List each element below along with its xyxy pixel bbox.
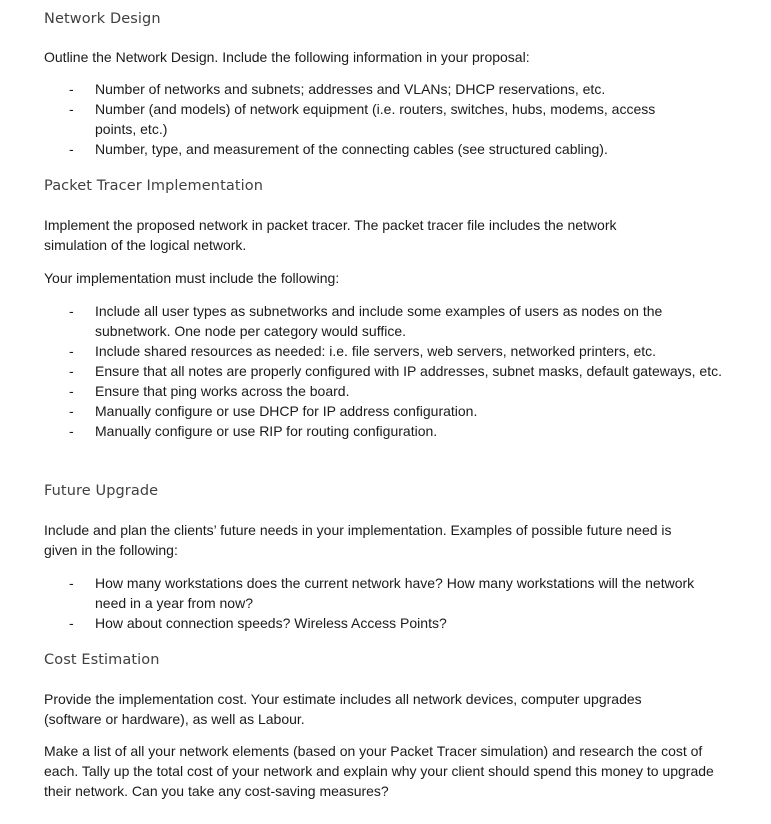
- future-upgrade-list: [44, 573, 744, 633]
- list-item: [44, 421, 744, 441]
- list-item-text: Ensure that ping works across the board.: [95, 383, 350, 399]
- bullet-dash: -: [69, 615, 74, 631]
- packet-tracer-intro: Implement the proposed network in packet tracer. The packet tracer file includes the network simulation of the logical network.: [44, 217, 617, 253]
- list-item: [44, 401, 744, 421]
- bullet-dash: -: [69, 383, 74, 399]
- network-design-list: [44, 79, 744, 159]
- list-item: [44, 613, 744, 633]
- bullet-dash: -: [69, 303, 74, 319]
- list-item-text: Number (and models) of network equipment (i.e. routers, switches, hubs, modems, access points, etc.): [95, 101, 656, 137]
- bullet-dash: -: [69, 403, 74, 419]
- network-design-intro: Outline the Network Design. Include the following information in your proposal:: [44, 49, 530, 65]
- list-item-text: Include all user types as subnetworks and include some examples of users as nodes on the subnetwork. One node per category would suffice.: [95, 303, 663, 339]
- list-item-text: Include shared resources as needed: i.e. file servers, web servers, networked printers, etc.: [95, 343, 657, 359]
- list-item-text: Manually configure or use RIP for routing configuration.: [95, 423, 438, 439]
- list-item-text: Number of networks and subnets; addresses and VLANs; DHCP reservations, etc.: [95, 81, 606, 97]
- list-item: [44, 301, 695, 341]
- list-item: [44, 99, 680, 139]
- bullet-dash: -: [69, 575, 74, 591]
- list-item-text: Ensure that all notes are properly configured with IP addresses, subnet masks, default gateways, etc.: [95, 363, 722, 379]
- list-item-text: How about connection speeds? Wireless Access Points?: [95, 615, 447, 631]
- list-item: [44, 79, 744, 99]
- list-item-text: How many workstations does the current network have? How many workstations will the network need in a year from now?: [95, 575, 695, 611]
- bullet-dash: -: [69, 101, 74, 117]
- list-item: [44, 139, 744, 159]
- list-item-text: Number, type, and measurement of the connecting cables (see structured cabling).: [95, 141, 608, 157]
- bullet-dash: -: [69, 343, 74, 359]
- heading-network-design: Network Design: [44, 11, 161, 27]
- packet-tracer-list: [44, 301, 744, 441]
- cost-estimation-details: Make a list of all your network elements (based on your Packet Tracer simulation) and research the cost of each. Tally up the total cost of your network and explain why your client should spend this money to upgrade their network. Can you take any cost-saving measures?: [44, 743, 714, 799]
- list-item: [44, 361, 735, 381]
- list-item: [44, 381, 744, 401]
- heading-cost-estimation: Cost Estimation: [44, 652, 160, 668]
- heading-future-upgrade: Future Upgrade: [44, 483, 159, 499]
- bullet-dash: -: [69, 423, 74, 439]
- cost-estimation-intro: Provide the implementation cost. Your estimate includes all network devices, computer upgrades (software or hardware), as well as Labour.: [44, 691, 642, 727]
- bullet-dash: -: [69, 363, 74, 379]
- heading-packet-tracer-implementation: Packet Tracer Implementation: [44, 178, 264, 194]
- list-item-text: Manually configure or use DHCP for IP address configuration.: [95, 403, 478, 419]
- bullet-dash: -: [69, 81, 74, 97]
- future-upgrade-intro: Include and plan the clients’ future needs in your implementation. Examples of possible future need is given in the following:: [44, 522, 672, 558]
- bullet-dash: -: [69, 141, 74, 157]
- list-item: [44, 341, 744, 361]
- list-item: [44, 573, 695, 613]
- packet-tracer-requirements-intro: Your implementation must include the following:: [44, 270, 340, 286]
